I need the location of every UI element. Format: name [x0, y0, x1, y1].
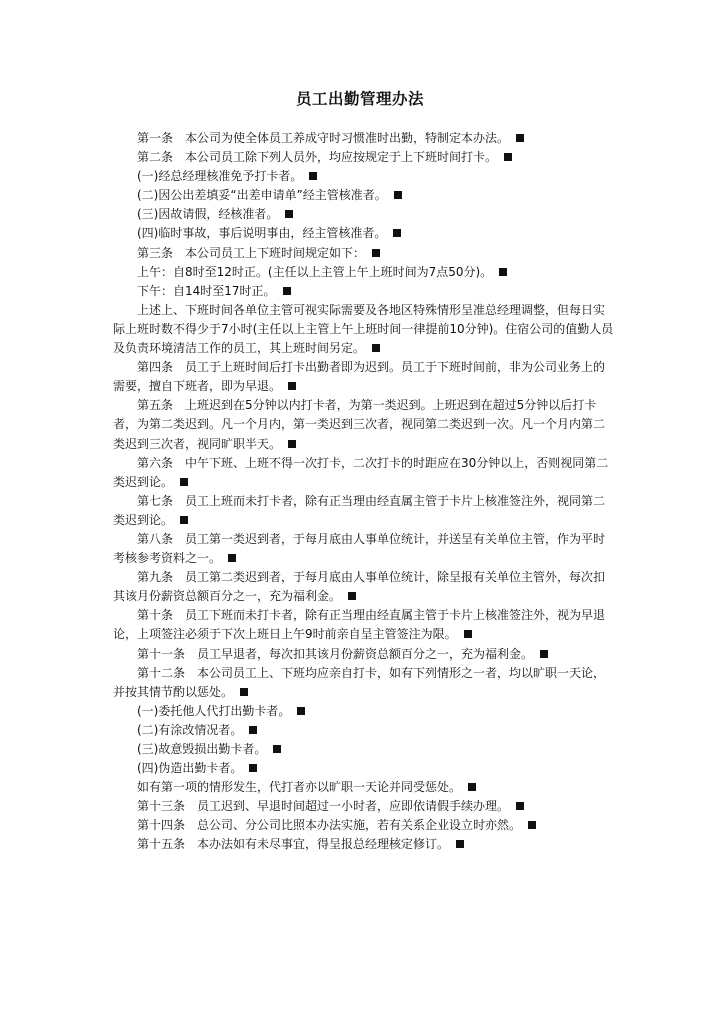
paragraph-text: (二)因公出差填妥“出差申请单”经主管核准者。	[137, 188, 387, 203]
paragraph-end-mark-icon	[180, 478, 188, 486]
paragraph-text: 第十三条 员工迟到、早退时间超过一小时者，应即依请假手续办理。	[137, 799, 510, 814]
paragraph-end-mark-icon	[393, 229, 401, 237]
paragraph	[113, 568, 615, 606]
paragraph-text: 第二条 本公司员工除下列人员外，均应按规定于上下班时间打卡。	[137, 150, 498, 165]
paragraph-text: 第十条 员工下班而未打卡者，除有正当理由经直属主管于卡片上核准签注外，视为早退论，上项签注必须于下次上班日上午9时前亲自呈主管签注为限。	[113, 608, 606, 642]
paragraph	[113, 263, 615, 282]
paragraph-text: 第十四条 总公司、分公司比照本办法实施，若有关系企业设立时亦然。	[137, 818, 522, 833]
paragraph-text: 第一条 本公司为使全体员工养成守时习惯准时出勤，特制定本办法。	[137, 131, 510, 145]
paragraph-text: 上述上、下班时间各单位主管可视实际需要及各地区特殊情形呈准总经理调整，但每日实际上班时数不得少于7小时(主任以上主管上午上班时间一律提前10分钟)。住宿公司的值勤人员及负责环境清洁工作的员工，其上班时间另定。	[113, 302, 614, 356]
paragraph-text: 第三条 本公司员工上下班时间规定如下：	[137, 245, 366, 260]
paragraph-text: (四)伪造出勤卡者。	[137, 761, 243, 776]
paragraph-text: 第八条 员工第一类迟到者，于每月底由人事单位统计，并送呈有关单位主管，作为平时考核参考资料之一。	[113, 531, 606, 566]
paragraph	[113, 129, 615, 148]
paragraph	[113, 224, 615, 243]
paragraph-end-mark-icon	[288, 382, 296, 390]
paragraph-text: (二)有涂改情况者。	[137, 722, 243, 737]
paragraph-end-mark-icon	[240, 688, 248, 696]
paragraph-text: 第十二条 本公司员工上、下班均应亲自打卡，如有下列情形之一者，均以旷职一天论，并按其情节酌以惩处。	[113, 665, 606, 699]
paragraph-text: (一)经总经理核准免予打卡者。	[137, 169, 303, 184]
paragraph	[113, 186, 615, 205]
paragraph	[113, 797, 615, 816]
paragraph-end-mark-icon	[528, 821, 536, 829]
paragraph	[113, 778, 615, 797]
paragraph-end-mark-icon	[516, 802, 524, 810]
paragraph	[113, 454, 615, 492]
paragraph-end-mark-icon	[372, 344, 380, 352]
paragraph-end-mark-icon	[285, 210, 293, 218]
paragraph	[113, 645, 615, 664]
paragraph	[113, 167, 615, 186]
paragraph	[113, 835, 615, 854]
paragraph	[113, 396, 615, 453]
paragraph-text: 下午：自14时至17时正。	[137, 283, 276, 298]
paragraph-text: 第十五条 本办法如有未尽事宜，得呈报总经理核定修订。	[137, 837, 450, 852]
paragraph-end-mark-icon	[283, 287, 291, 295]
paragraph-text: (四)临时事故，事后说明事由，经主管核准者。	[137, 226, 387, 241]
paragraph-text: (三)因故请假，经核准者。	[137, 207, 279, 222]
paragraph	[113, 205, 615, 224]
document-title: 员工出勤管理办法	[295, 90, 424, 108]
paragraph	[113, 358, 615, 396]
paragraph	[113, 702, 615, 721]
paragraph	[113, 148, 615, 167]
paragraph-end-mark-icon	[348, 592, 356, 600]
paragraph	[113, 721, 615, 740]
paragraph-end-mark-icon	[249, 764, 257, 772]
paragraph	[113, 664, 615, 702]
paragraph-text: 第四条 员工于上班时间后打卡出勤者即为迟到。员工于下班时间前，非为公司业务上的需要，擅自下班者，即为早退。	[113, 360, 606, 394]
paragraph-end-mark-icon	[516, 134, 524, 142]
paragraph-end-mark-icon	[228, 554, 236, 562]
paragraph-end-mark-icon	[540, 650, 548, 658]
paragraph-end-mark-icon	[297, 707, 305, 715]
document-body	[113, 129, 615, 855]
paragraph-text: 第六条 中午下班、上班不得一次打卡，二次打卡的时距应在30分钟以上，否则视同第二类迟到论。	[113, 455, 609, 489]
paragraph	[113, 530, 615, 568]
paragraph-end-mark-icon	[249, 726, 257, 734]
paragraph-text: (一)委托他人代打出勤卡者。	[137, 703, 291, 718]
paragraph	[113, 244, 615, 263]
paragraph	[113, 492, 615, 530]
paragraph	[113, 759, 615, 778]
paragraph-text: 第九条 员工第二类迟到者，于每月底由人事单位统计，除呈报有关单位主管外，每次扣其该月份薪资总额百分之一，充为福利金。	[113, 570, 606, 604]
paragraph	[113, 606, 615, 644]
paragraph-end-mark-icon	[372, 249, 380, 257]
paragraph-end-mark-icon	[288, 440, 296, 448]
paragraph	[113, 816, 615, 835]
paragraph-text: 第七条 员工上班而未打卡者，除有正当理由经直属主管于卡片上核准签注外，视同第二类迟到论。	[113, 493, 606, 527]
paragraph-text: (三)故意毁损出勤卡者。	[137, 742, 267, 756]
paragraph-end-mark-icon	[180, 516, 188, 524]
paragraph	[113, 740, 615, 759]
paragraph	[113, 301, 615, 358]
paragraph-end-mark-icon	[468, 783, 476, 791]
paragraph-end-mark-icon	[456, 840, 464, 848]
paragraph-text: 如有第一项的情形发生，代打者亦以旷职一天论并同受惩处。	[137, 780, 462, 795]
paragraph-end-mark-icon	[394, 191, 402, 199]
paragraph-text: 第十一条 员工早退者，每次扣其该月份薪资总额百分之一，充为福利金。	[137, 646, 534, 661]
paragraph	[113, 282, 615, 301]
paragraph-end-mark-icon	[504, 153, 512, 161]
paragraph-text: 第五条 上班迟到在5分钟以内打卡者，为第一类迟到。上班迟到在超过5分钟以后打卡者，为第二类迟到。凡一个月内，第一类迟到三次者，视同第二类迟到一次。凡一个月内第二类迟到三次者，视同旷职半天。	[113, 398, 606, 451]
paragraph-end-mark-icon	[273, 745, 281, 753]
paragraph-end-mark-icon	[464, 630, 472, 638]
paragraph-end-mark-icon	[309, 172, 317, 180]
paragraph-end-mark-icon	[499, 268, 507, 276]
paragraph-text: 上午：自8时至12时正。(主任以上主管上午上班时间为7点50分)。	[137, 264, 493, 279]
